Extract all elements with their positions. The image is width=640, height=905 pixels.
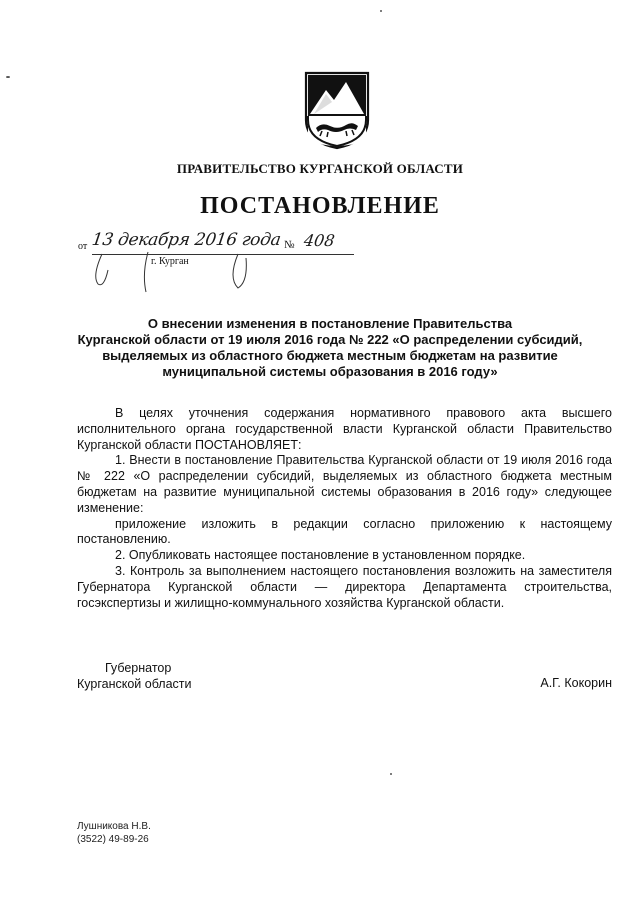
body-paragraph: 1. Внести в постановление Правительства Курганской области от 19 июля 2016 года № 222 «О распределении субсидий, выделяемых из областного бюджета местным бюджетам на развитие муниципальной системы образования в 2016 году» следующее изменение: [77, 453, 612, 515]
body-paragraph: 3. Контроль за выполнением настоящего постановления возложить на заместителя Губернатора Курганской области — директора Департамента строительства, госэкспертизы и жилищно-коммунального хозяйства Курганской области. [77, 563, 612, 610]
scan-speck [6, 76, 10, 78]
signatory-position-line: Губернатор [105, 661, 172, 675]
handwritten-number: 408 [302, 231, 336, 250]
executor-block [77, 820, 151, 846]
document-body [77, 406, 612, 611]
city-label: г. Курган [151, 256, 189, 267]
heading-line: выделяемых из областного бюджета местным бюджетам на развитие [102, 348, 558, 363]
document-heading [60, 316, 600, 380]
signatory-position [77, 660, 192, 692]
signatory-position-line: Курганской области [77, 677, 192, 691]
government-title: ПРАВИТЕЛЬСТВО КУРГАНСКОЙ ОБЛАСТИ [176, 161, 464, 176]
date-prefix: от [78, 241, 88, 252]
scan-speck [390, 773, 392, 775]
handwritten-date: 13 декабря 2016 года [90, 230, 282, 250]
body-paragraph: В целях уточнения содержания нормативного правового акта высшего исполнительного органа государственной власти Курганской области Правительство Курганской области ПОСТАНОВЛЯЕТ: [77, 406, 612, 452]
coat-of-arms-icon [302, 70, 372, 150]
executor-name: Лушникова Н.В. [77, 821, 151, 832]
scan-speck [380, 10, 382, 12]
document-type-title: ПОСТАНОВЛЕНИЕ [200, 193, 440, 219]
body-paragraph: 2. Опубликовать настоящее постановление в установленном порядке. [115, 548, 526, 563]
body-paragraph: приложение изложить в редакции согласно приложению к настоящему постановлению. [77, 516, 612, 547]
heading-line: муниципальной системы образования в 2016 году» [162, 364, 498, 379]
heading-line: Курганской области от 19 июля 2016 года № 222 «О распределении субсидий, [77, 332, 583, 347]
number-label: № [284, 239, 295, 251]
signatory-name: А.Г. Кокорин [540, 676, 612, 690]
heading-line: О внесении изменения в постановление Правительства [147, 316, 513, 331]
executor-phone: (3522) 49-89-26 [77, 834, 149, 845]
